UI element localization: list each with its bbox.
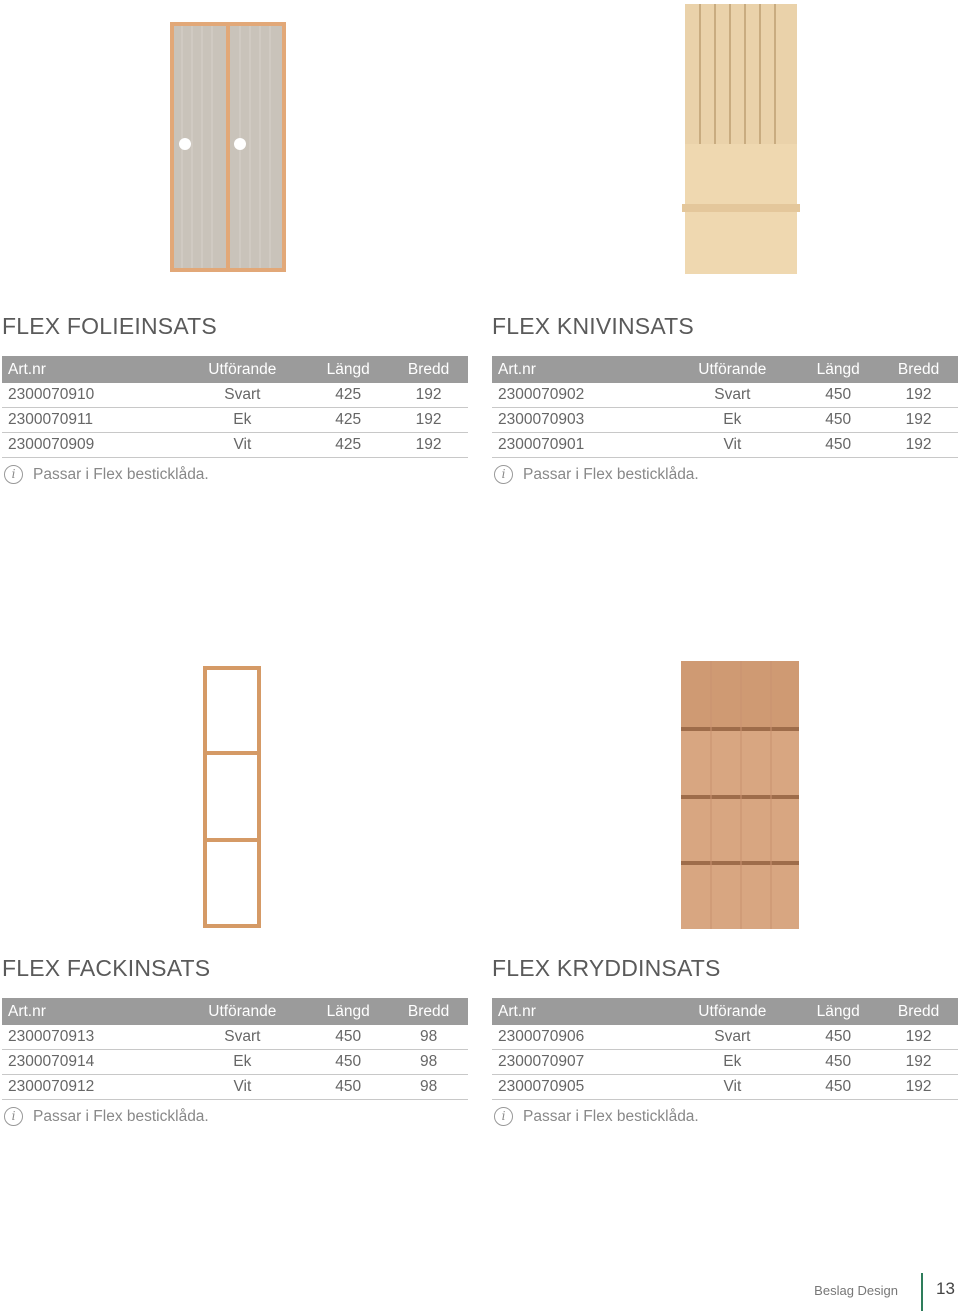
header-utforande: Utförande: [668, 998, 798, 1025]
cell-bredd: 192: [879, 1050, 958, 1075]
cell-utforande: Svart: [178, 383, 308, 408]
spec-table: [2, 998, 468, 1100]
folieinsats-image: [170, 22, 286, 272]
cell-utforande: Svart: [668, 1025, 798, 1050]
header-art-nr: Art.nr: [2, 356, 178, 383]
table-row: [2, 1025, 468, 1050]
table-row: [2, 383, 468, 408]
header-art-nr: Art.nr: [492, 998, 668, 1025]
header-bredd: Bredd: [389, 356, 468, 383]
cell-bredd: 98: [389, 1025, 468, 1050]
cell-art-nr: 2300070909: [2, 433, 178, 458]
table-header-row: [2, 356, 468, 383]
header-utforande: Utförande: [668, 356, 798, 383]
table-row: [492, 1025, 958, 1050]
footer-brand: Beslag Design: [814, 1283, 898, 1298]
header-langd: Längd: [797, 356, 879, 383]
table-row: [2, 433, 468, 458]
cell-langd: 425: [307, 408, 389, 433]
product-note: [492, 465, 699, 484]
note-text: Passar i Flex besticklåda.: [523, 1107, 699, 1125]
cell-langd: 450: [797, 1075, 879, 1100]
header-langd: Längd: [307, 998, 389, 1025]
cell-langd: 450: [307, 1025, 389, 1050]
knivinsats-image: [682, 4, 800, 274]
cell-langd: 450: [797, 383, 879, 408]
product-title: FLEX KNIVINSATS: [492, 313, 694, 339]
cell-utforande: Vit: [668, 1075, 798, 1100]
cell-langd: 425: [307, 433, 389, 458]
fackinsats-image: [203, 666, 261, 928]
header-art-nr: Art.nr: [2, 998, 178, 1025]
product-title: FLEX FACKINSATS: [2, 955, 211, 981]
cell-langd: 450: [307, 1075, 389, 1100]
info-icon: i: [494, 1107, 513, 1126]
cell-bredd: 98: [389, 1050, 468, 1075]
table-row: [2, 408, 468, 433]
info-icon: i: [4, 465, 23, 484]
table-row: [492, 1050, 958, 1075]
cell-art-nr: 2300070901: [492, 433, 668, 458]
cell-bredd: 192: [389, 433, 468, 458]
cell-bredd: 98: [389, 1075, 468, 1100]
cell-utforande: Svart: [668, 383, 798, 408]
cell-bredd: 192: [879, 383, 958, 408]
header-langd: Längd: [797, 998, 879, 1025]
product-note: [492, 1107, 699, 1126]
spec-table: [492, 998, 958, 1100]
cell-art-nr: 2300070902: [492, 383, 668, 408]
cell-art-nr: 2300070914: [2, 1050, 178, 1075]
cell-langd: 450: [307, 1050, 389, 1075]
cell-bredd: 192: [879, 433, 958, 458]
cell-langd: 450: [797, 1050, 879, 1075]
table-row: [492, 1075, 958, 1100]
header-bredd: Bredd: [389, 998, 468, 1025]
cell-utforande: Ek: [668, 1050, 798, 1075]
product-note: [2, 1107, 209, 1126]
cell-utforande: Vit: [668, 433, 798, 458]
cell-bredd: 192: [879, 1025, 958, 1050]
header-utforande: Utförande: [178, 998, 308, 1025]
cell-langd: 425: [307, 383, 389, 408]
table-header-row: [492, 998, 958, 1025]
cell-art-nr: 2300070911: [2, 408, 178, 433]
info-icon: i: [4, 1107, 23, 1126]
cell-utforande: Vit: [178, 1075, 308, 1100]
cell-utforande: Ek: [178, 1050, 308, 1075]
cell-bredd: 192: [389, 383, 468, 408]
info-icon: i: [494, 465, 513, 484]
cell-langd: 450: [797, 1025, 879, 1050]
cell-utforande: Ek: [178, 408, 308, 433]
cell-utforande: Vit: [178, 433, 308, 458]
table-row: [2, 1050, 468, 1075]
cell-art-nr: 2300070905: [492, 1075, 668, 1100]
product-title: FLEX KRYDDINSATS: [492, 955, 721, 981]
cell-art-nr: 2300070907: [492, 1050, 668, 1075]
table-row: [492, 408, 958, 433]
table-header-row: [2, 998, 468, 1025]
table-row: [492, 383, 958, 408]
product-title: FLEX FOLIEINSATS: [2, 313, 217, 339]
cell-art-nr: 2300070912: [2, 1075, 178, 1100]
product-note: [2, 465, 209, 484]
table-row: [2, 1075, 468, 1100]
footer-divider: [921, 1273, 923, 1311]
cell-bredd: 192: [879, 408, 958, 433]
header-bredd: Bredd: [879, 356, 958, 383]
header-utforande: Utförande: [178, 356, 308, 383]
header-bredd: Bredd: [879, 998, 958, 1025]
cell-art-nr: 2300070903: [492, 408, 668, 433]
cell-langd: 450: [797, 408, 879, 433]
note-text: Passar i Flex besticklåda.: [33, 1107, 209, 1125]
spec-table: [2, 356, 468, 458]
header-langd: Längd: [307, 356, 389, 383]
note-text: Passar i Flex besticklåda.: [33, 465, 209, 483]
spec-table: [492, 356, 958, 458]
page-number: 13: [936, 1279, 955, 1298]
kryddinsats-image: [681, 661, 799, 929]
cell-bredd: 192: [879, 1075, 958, 1100]
cell-art-nr: 2300070906: [492, 1025, 668, 1050]
table-row: [492, 433, 958, 458]
header-art-nr: Art.nr: [492, 356, 668, 383]
cell-art-nr: 2300070910: [2, 383, 178, 408]
cell-art-nr: 2300070913: [2, 1025, 178, 1050]
cell-utforande: Svart: [178, 1025, 308, 1050]
cell-utforande: Ek: [668, 408, 798, 433]
cell-bredd: 192: [389, 408, 468, 433]
cell-langd: 450: [797, 433, 879, 458]
table-header-row: [492, 356, 958, 383]
note-text: Passar i Flex besticklåda.: [523, 465, 699, 483]
